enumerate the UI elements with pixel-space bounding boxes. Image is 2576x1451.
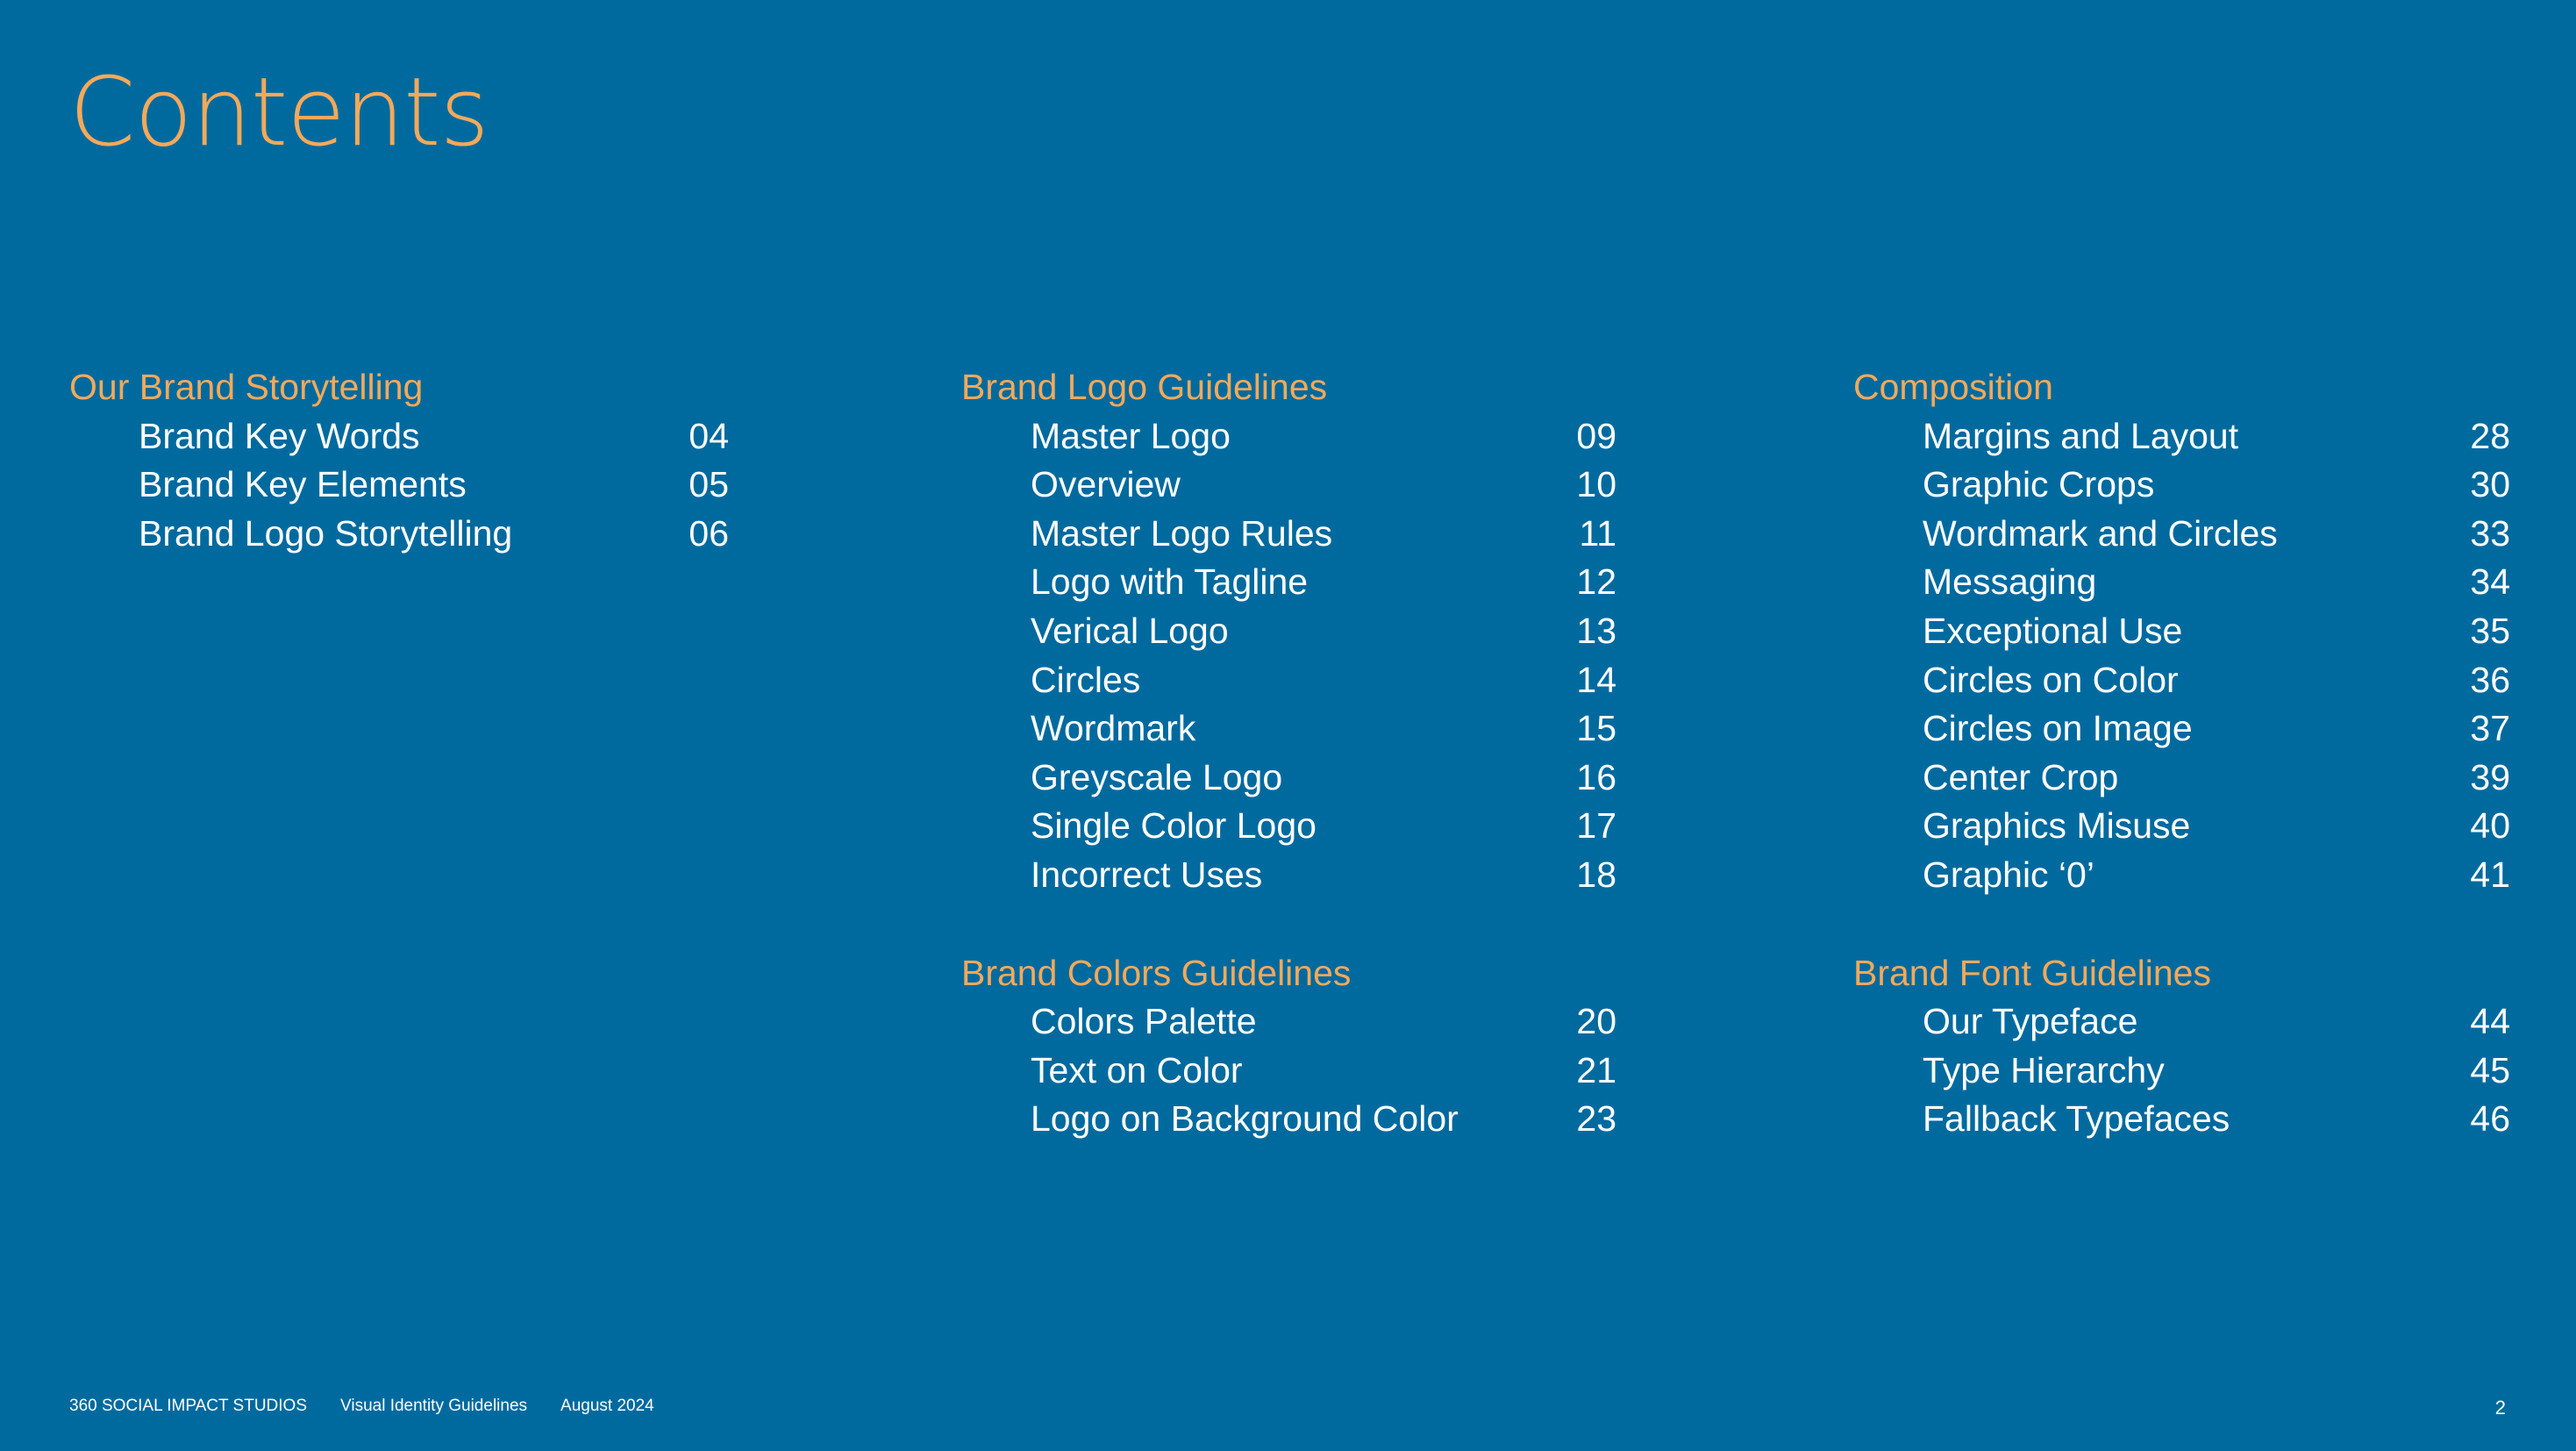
- toc-entry: [961, 558, 1616, 607]
- toc-entry: [961, 851, 1616, 900]
- entry-page: 37: [2470, 708, 2510, 749]
- toc-entry: [69, 412, 729, 461]
- entry-page: 13: [1576, 610, 1616, 651]
- entry-label: Incorrect Uses: [1031, 854, 1263, 895]
- entry-page: 46: [2470, 1098, 2510, 1140]
- toc-entry: [961, 754, 1616, 803]
- entry-page: 10: [1576, 464, 1616, 505]
- toc-section-brand-font-guidelines: [1853, 949, 2510, 1144]
- entry-label: Graphic Crops: [1923, 464, 2155, 505]
- entry-label: Text on Color: [1031, 1049, 1243, 1090]
- entry-label: Logo on Background Color: [1031, 1098, 1459, 1140]
- entry-label: Circles on Color: [1923, 659, 2179, 700]
- toc-entry: [961, 510, 1616, 559]
- toc-entry: [1853, 412, 2510, 461]
- footer-company: 360 SOCIAL IMPACT STUDIOS: [69, 1397, 308, 1415]
- toc-entry: [961, 461, 1616, 510]
- entry-page: 14: [1576, 659, 1616, 700]
- entry-page: 09: [1576, 415, 1616, 456]
- section-title: Brand Colors Guidelines: [961, 952, 1352, 993]
- entry-label: Wordmark and Circles: [1923, 512, 2278, 554]
- toc-column-2: [961, 363, 1616, 1193]
- toc-entry: [961, 1047, 1616, 1096]
- entry-page: 11: [1579, 512, 1616, 554]
- toc-section-brand-logo-guidelines: [961, 363, 1616, 900]
- entry-label: Logo with Tagline: [1031, 561, 1309, 603]
- toc-entry: [1853, 1047, 2510, 1096]
- toc-entry: [961, 412, 1616, 461]
- entry-label: Graphic ‘0’: [1923, 854, 2094, 895]
- entry-label: Single Color Logo: [1031, 805, 1317, 847]
- toc-entry: [1853, 802, 2510, 851]
- entry-label: Brand Key Elements: [139, 464, 467, 505]
- toc-section-our-brand-storytelling: [69, 363, 729, 558]
- entry-page: 40: [2470, 805, 2510, 847]
- toc-entry: [1853, 510, 2510, 559]
- toc-entry: [1853, 997, 2510, 1047]
- entry-label: Verical Logo: [1031, 610, 1229, 651]
- entry-page: 04: [689, 415, 729, 456]
- section-title: Brand Font Guidelines: [1853, 952, 2211, 993]
- section-title: Composition: [1853, 367, 2053, 407]
- toc-entry: [1853, 607, 2510, 656]
- entry-label: Circles: [1031, 659, 1141, 700]
- entry-label: Graphics Misuse: [1923, 805, 2191, 847]
- toc-entry: [961, 1095, 1616, 1144]
- toc-column-3: [1853, 363, 2510, 1193]
- entry-page: 12: [1576, 561, 1616, 603]
- toc-entry: [1853, 851, 2510, 900]
- entry-page: 41: [2470, 854, 2510, 895]
- toc-entry: [961, 704, 1616, 754]
- entry-page: 36: [2470, 659, 2510, 700]
- toc-entry: [1853, 1095, 2510, 1144]
- entry-page: 16: [1576, 756, 1616, 797]
- entry-label: Colors Palette: [1031, 1001, 1257, 1042]
- entry-page: 28: [2470, 415, 2510, 456]
- entry-page: 44: [2470, 1001, 2510, 1042]
- toc-entry: [69, 461, 729, 510]
- entry-page: 23: [1576, 1098, 1616, 1140]
- toc-entry: [1853, 754, 2510, 803]
- section-title: Brand Logo Guidelines: [961, 367, 1328, 407]
- entry-page: 17: [1576, 805, 1616, 847]
- toc-entry: [1853, 558, 2510, 607]
- entry-label: Messaging: [1923, 561, 2097, 603]
- entry-label: Greyscale Logo: [1031, 756, 1283, 797]
- entry-label: Master Logo Rules: [1031, 512, 1333, 554]
- toc-entry: [961, 607, 1616, 656]
- entry-page: 05: [689, 464, 729, 505]
- entry-label: Master Logo: [1031, 415, 1231, 456]
- toc-entry: [69, 510, 729, 559]
- footer-document: Visual Identity Guidelines: [340, 1397, 528, 1415]
- toc-section-brand-colors-guidelines: [961, 949, 1616, 1144]
- section-title: Our Brand Storytelling: [69, 367, 424, 407]
- entry-label: Fallback Typefaces: [1923, 1098, 2230, 1140]
- toc-entry: [961, 802, 1616, 851]
- toc-section-composition: [1853, 363, 2510, 900]
- entry-page: 33: [2470, 512, 2510, 554]
- toc-entry: [1853, 656, 2510, 705]
- entry-label: Type Hierarchy: [1923, 1049, 2165, 1090]
- entry-label: Brand Logo Storytelling: [139, 512, 513, 554]
- entry-page: 15: [1576, 708, 1616, 749]
- entry-page: 35: [2470, 610, 2510, 651]
- entry-label: Margins and Layout: [1923, 415, 2239, 456]
- toc-entry: [961, 997, 1616, 1047]
- entry-page: 45: [2470, 1049, 2510, 1090]
- entry-page: 18: [1576, 854, 1616, 895]
- footer: [69, 1397, 654, 1416]
- footer-date: August 2024: [560, 1397, 654, 1415]
- entry-page: 06: [689, 512, 729, 554]
- toc-column-1: [69, 363, 729, 607]
- entry-label: Exceptional Use: [1923, 610, 2183, 651]
- entry-page: 20: [1576, 1001, 1616, 1042]
- toc-entry: [961, 656, 1616, 705]
- toc-entry: [1853, 704, 2510, 754]
- page-number: 2: [2494, 1397, 2506, 1419]
- entry-page: 30: [2470, 464, 2510, 505]
- toc-entry: [1853, 461, 2510, 510]
- entry-page: 34: [2470, 561, 2510, 603]
- entry-page: 39: [2470, 756, 2510, 797]
- entry-page: 21: [1576, 1049, 1616, 1090]
- entry-label: Center Crop: [1923, 756, 2119, 797]
- entry-label: Wordmark: [1031, 708, 1196, 749]
- entry-label: Brand Key Words: [139, 415, 420, 456]
- page-title: Contents: [69, 58, 489, 168]
- entry-label: Our Typeface: [1923, 1001, 2138, 1042]
- entry-label: Overview: [1031, 464, 1181, 505]
- entry-label: Circles on Image: [1923, 708, 2193, 749]
